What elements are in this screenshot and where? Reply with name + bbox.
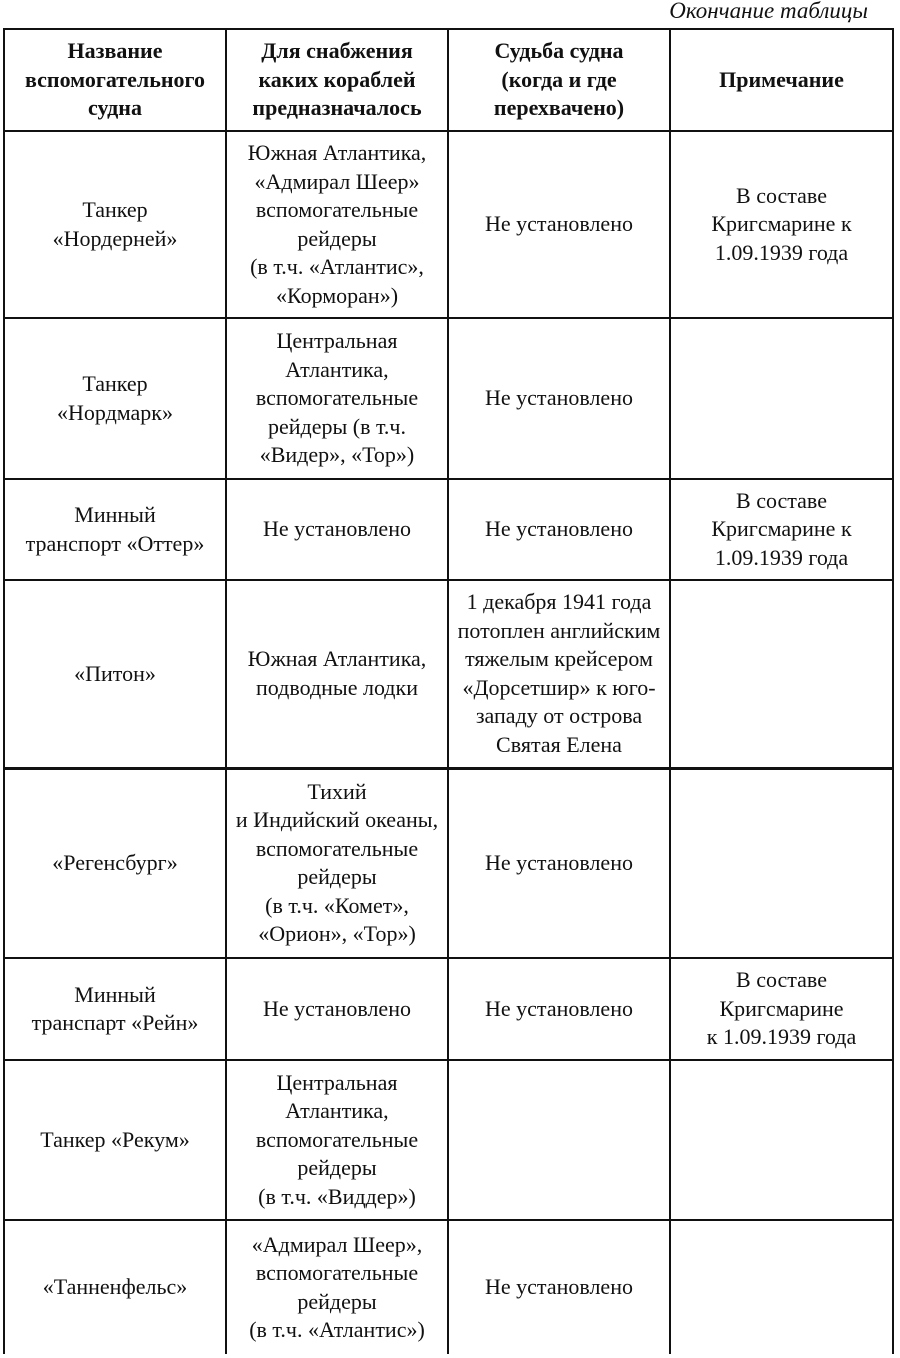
cell-supply-target: Центральная Атлантика, вспомогательные рейдеры (в т.ч. «Виддер») bbox=[226, 1060, 448, 1220]
cell-note bbox=[670, 1060, 893, 1220]
cell-vessel-name: Танкер «Нордерней» bbox=[4, 131, 226, 318]
cell-vessel-name: Танкер «Рекум» bbox=[4, 1060, 226, 1220]
cell-supply-target: Не установлено bbox=[226, 958, 448, 1060]
table-row bbox=[4, 318, 893, 479]
cell-vessel-name: Минный транспорт «Оттер» bbox=[4, 479, 226, 580]
cell-vessel-fate: Не установлено bbox=[448, 958, 670, 1060]
header-vessel-fate: Судьба судна (когда и где перехвачено) bbox=[448, 29, 670, 131]
cell-note: В составе Кригсмарине к 1.09.1939 года bbox=[670, 131, 893, 318]
cell-supply-target: Тихий и Индийский океаны, вспомогательные рейдеры (в т.ч. «Комет», «Орион», «Тор») bbox=[226, 768, 448, 958]
header-note: Примечание bbox=[670, 29, 893, 131]
auxiliary-vessels-table bbox=[3, 28, 894, 1354]
header-vessel-name: Название вспомогательного судна bbox=[4, 29, 226, 131]
table-header-row bbox=[4, 29, 893, 131]
table-row bbox=[4, 1060, 893, 1220]
cell-vessel-fate: 1 декабря 1941 года потоплен английским тяжелым крейсером «Дорсетшир» к юго- западу от острова Святая Елена bbox=[448, 580, 670, 768]
cell-supply-target: «Адмирал Шеер», вспомогательные рейдеры (в т.ч. «Атлантис») bbox=[226, 1220, 448, 1354]
table-row bbox=[4, 479, 893, 580]
table-row bbox=[4, 1220, 893, 1354]
table-row bbox=[4, 958, 893, 1060]
cell-vessel-fate: Не установлено bbox=[448, 768, 670, 958]
cell-vessel-name: Минный транспарт «Рейн» bbox=[4, 958, 226, 1060]
cell-note bbox=[670, 1220, 893, 1354]
cell-vessel-fate: Не установлено bbox=[448, 1220, 670, 1354]
header-supply-target: Для снабжения каких кораблей предназначалось bbox=[226, 29, 448, 131]
cell-vessel-name: Танкер «Нордмарк» bbox=[4, 318, 226, 479]
cell-vessel-name: «Регенсбург» bbox=[4, 768, 226, 958]
table-row bbox=[4, 580, 893, 768]
cell-supply-target: Центральная Атлантика, вспомогательные рейдеры (в т.ч. «Видер», «Тор») bbox=[226, 318, 448, 479]
cell-supply-target: Не установлено bbox=[226, 479, 448, 580]
cell-note: В составе Кригсмарине к 1.09.1939 года bbox=[670, 479, 893, 580]
table-row bbox=[4, 768, 893, 958]
cell-vessel-name: «Питон» bbox=[4, 580, 226, 768]
table-row bbox=[4, 131, 893, 318]
cell-note bbox=[670, 580, 893, 768]
cell-vessel-fate: Не установлено bbox=[448, 131, 670, 318]
cell-note bbox=[670, 318, 893, 479]
cell-note bbox=[670, 768, 893, 958]
cell-supply-target: Южная Атлантика, подводные лодки bbox=[226, 580, 448, 768]
cell-supply-target: Южная Атлантика, «Адмирал Шеер» вспомогательные рейдеры (в т.ч. «Атлантис», «Корморан») bbox=[226, 131, 448, 318]
cell-vessel-name: «Танненфельс» bbox=[4, 1220, 226, 1354]
cell-note: В составе Кригсмарине к 1.09.1939 года bbox=[670, 958, 893, 1060]
table-caption: Окончание таблицы bbox=[669, 0, 868, 23]
cell-vessel-fate bbox=[448, 1060, 670, 1220]
cell-vessel-fate: Не установлено bbox=[448, 479, 670, 580]
cell-vessel-fate: Не установлено bbox=[448, 318, 670, 479]
